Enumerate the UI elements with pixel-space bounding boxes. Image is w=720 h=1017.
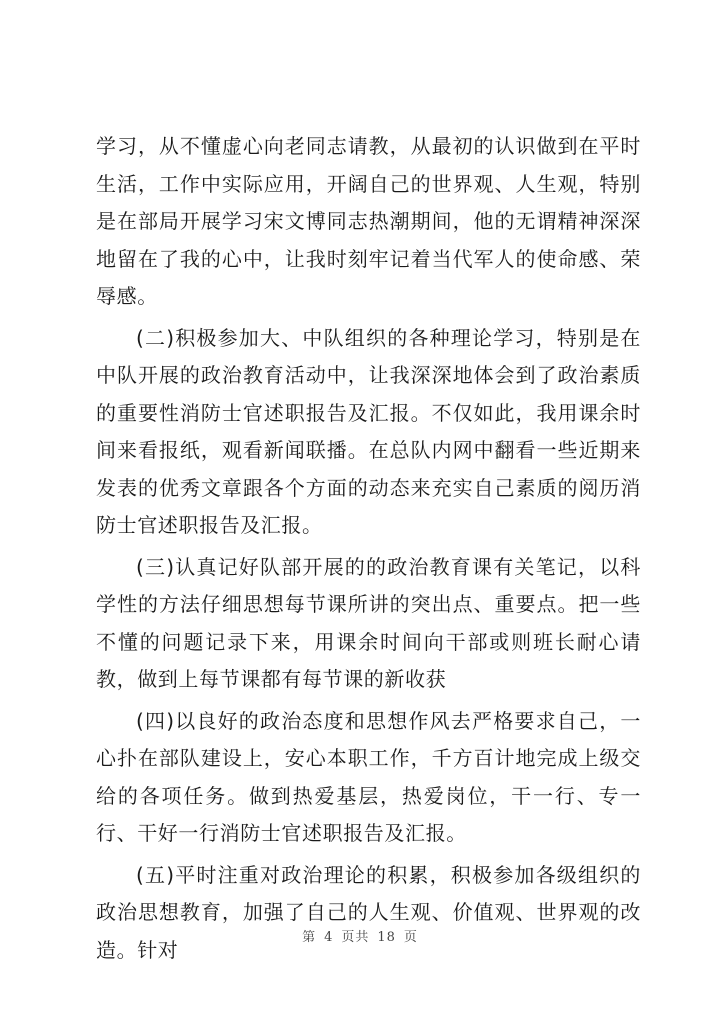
- paragraph-1: 学习，从不懂虚心向老同志请教，从最初的认识做到在平时生活，工作中实际应用，开阔自己的世界观、人生观，特别是在部局开展学习宋文博同志热潮期间，他的无谓精神深深地留在了我的心中，让我时刻牢记着当代军人的使命感、荣辱感。: [96, 134, 641, 308]
- paragraph-4: (四)以良好的政治态度和思想作风去严格要求自己，一心扑在部队建设上，安心本职工作，千方百计地完成上级交给的各项任务。做到热爱基层，热爱岗位，干一行、专一行、干好一行消防士官述职报告及汇报。: [96, 708, 641, 845]
- footer-suffix: 页: [403, 930, 418, 945]
- paragraph-5: (五)平时注重对政治理论的积累，积极参加各级组织的政治思想教育，加强了自己的人生观、价值观、世界观的改造。针对: [96, 862, 641, 962]
- footer-total-pages: 18: [377, 930, 396, 945]
- page-footer: [0, 926, 720, 945]
- paragraph-2: (二)积极参加大、中队组织的各种理论学习，特别是在中队开展的政治教育活动中，让我深深地体会到了政治素质的重要性消防士官述职报告及汇报。不仅如此，我用课余时间来看报纸，观看新闻联播。在总队内网中翻看一些近期来发表的优秀文章跟各个方面的动态来充实自己素质的阅历消防士官述职报告及汇报。: [96, 325, 641, 537]
- footer-middle: 页共: [341, 930, 370, 945]
- body-text: [96, 128, 641, 973]
- footer-prefix: 第: [302, 930, 317, 945]
- footer-current-page: 4: [324, 930, 334, 945]
- paragraph-3: (三)认真记好队部开展的的政治教育课有关笔记，以科学性的方法仔细思想每节课所讲的突出点、重要点。把一些不懂的问题记录下来，用课余时间向干部或则班长耐心请教，做到上每节课都有每节课的新收获: [96, 554, 641, 691]
